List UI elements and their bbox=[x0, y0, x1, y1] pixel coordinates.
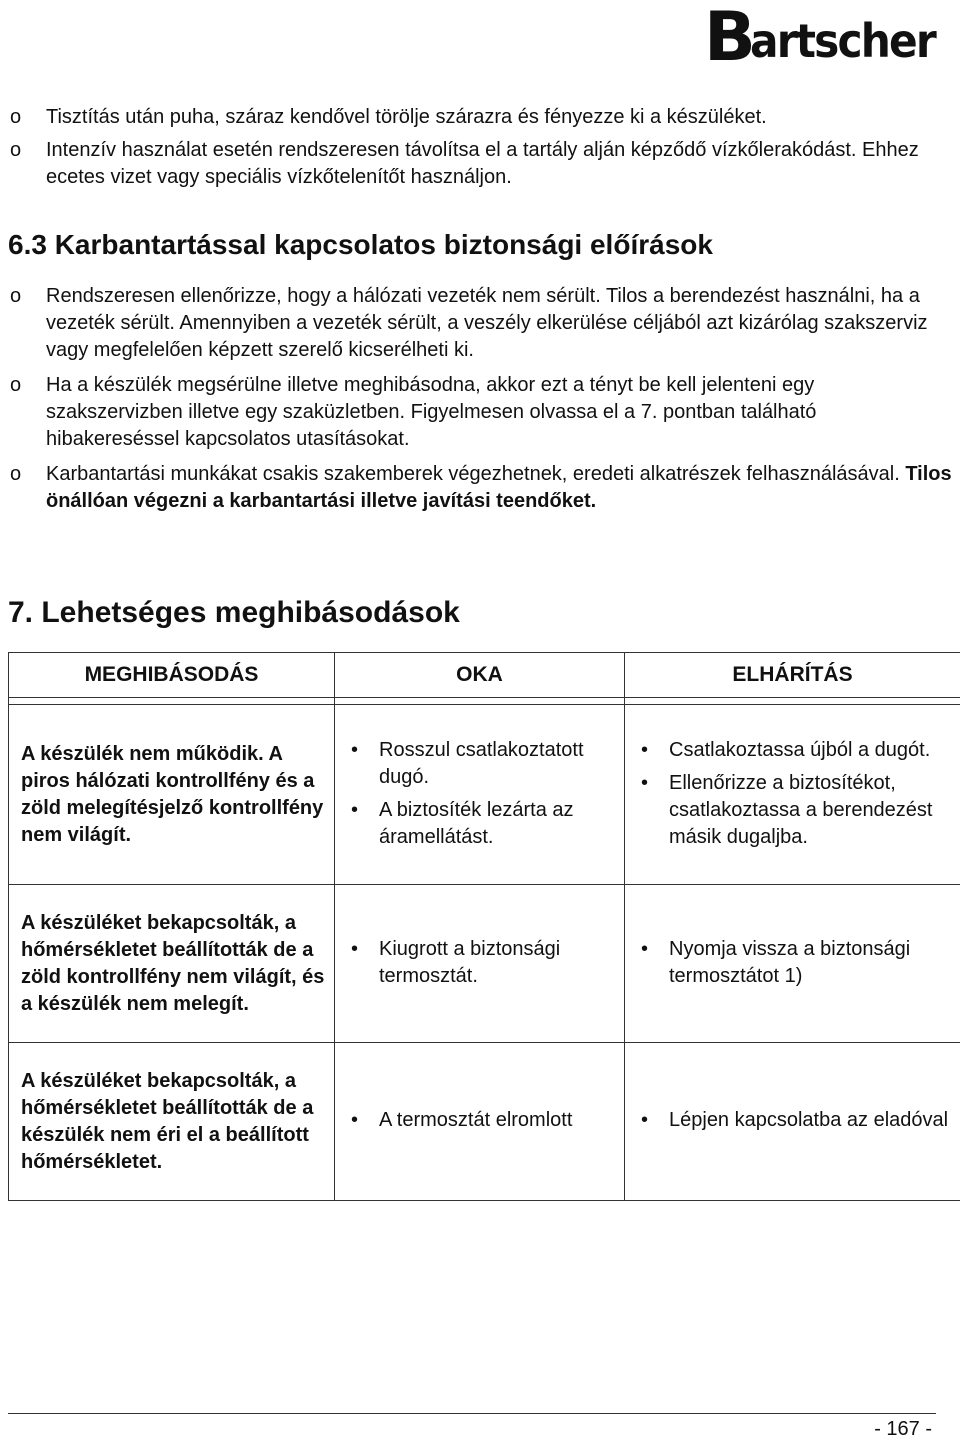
list-item-text: Intenzív használat esetén rendszeresen távolítsa el a tartály alján képződő vízkőlerakódást. Ehhez ecetes vizet vagy speciális vízkőtelenítőt használjon. bbox=[46, 139, 919, 188]
section-heading-7: 7. Lehetséges meghibásodások bbox=[8, 596, 460, 629]
bullet-dot-icon: • bbox=[641, 937, 649, 960]
bullet-dot-icon: • bbox=[351, 937, 359, 960]
table-spacer bbox=[9, 698, 960, 705]
list-item bbox=[8, 461, 952, 515]
fault-cell: A készüléket bekapcsolták, a hőmérsékletet beállították de a készülék nem éri el a beállított hőmérsékletet. bbox=[9, 1043, 335, 1201]
bullet-o-icon: o bbox=[10, 374, 22, 396]
cause-item: • Kiugrott a biztonsági termosztát. bbox=[351, 937, 561, 987]
list-item bbox=[8, 283, 952, 364]
list-item-text: Ha a készülék megsérülne illetve meghibásodna, akkor ezt a tényt be kell jelenteni egy szakszervizben illetve egy szaküzletben. Figyelmesen olvassa el a 7. pontban található hibakereséssel kapcsolatos utasításokat. bbox=[46, 374, 817, 450]
cleaning-instructions-list bbox=[8, 104, 952, 197]
fault-cell: A készülék nem működik. A piros hálózati kontrollfény és a zöld melegítésjelző kontrollfény nem világít. bbox=[9, 705, 335, 885]
remedy-item: • Ellenőrizze a biztosítékot, csatlakoztassa a berendezést másik dugaljba. bbox=[641, 771, 933, 848]
list-item bbox=[8, 137, 952, 191]
page-number: - 167 - bbox=[874, 1418, 932, 1440]
bullet-dot-icon: • bbox=[351, 798, 359, 821]
bullet-dot-icon: • bbox=[641, 738, 649, 761]
bullet-dot-icon: • bbox=[351, 738, 359, 761]
list-item-text: Karbantartási munkákat csakis szakemberek végezhetnek, eredeti alkatrészek felhasználásával. bbox=[46, 463, 906, 485]
list-item-bold-text: Tilos önállóan végezni a karbantartási illetve javítási teendőket. bbox=[46, 463, 952, 512]
safety-rules-list bbox=[8, 283, 952, 523]
logo-wordmark: artscher bbox=[750, 14, 935, 68]
bullet-o-icon: o bbox=[10, 139, 22, 161]
section-heading-6-3: 6.3 Karbantartással kapcsolatos biztonsági előírások bbox=[8, 229, 713, 260]
bullet-dot-icon: • bbox=[641, 1109, 649, 1131]
header-remedy: ELHÁRÍTÁS bbox=[625, 653, 960, 698]
table-row bbox=[9, 885, 960, 1043]
cause-item: • A biztosíték lezárta az áramellátást. bbox=[351, 798, 574, 848]
logo-initial: B bbox=[704, 0, 754, 77]
bullet-o-icon: o bbox=[10, 463, 22, 485]
bullet-dot-icon: • bbox=[641, 771, 649, 794]
fault-cell: A készüléket bekapcsolták, a hőmérsékletet beállították de a zöld kontrollfény nem világít, és a készülék nem melegít. bbox=[9, 885, 335, 1043]
remedy-cell bbox=[625, 885, 960, 1043]
footer-divider bbox=[8, 1413, 936, 1414]
remedy-item: • Csatlakoztassa újból a dugót. bbox=[633, 737, 952, 764]
list-item bbox=[8, 104, 952, 131]
bullet-dot-icon: • bbox=[351, 1109, 359, 1131]
table-row bbox=[9, 705, 960, 885]
remedy-cell bbox=[625, 1043, 960, 1201]
bullet-o-icon: o bbox=[10, 106, 22, 128]
header-cause: OKA bbox=[335, 653, 625, 698]
cause-cell bbox=[335, 1043, 625, 1201]
list-item bbox=[8, 372, 952, 453]
cause-item: • Rosszul csatlakoztatott dugó. bbox=[351, 738, 584, 788]
bartscher-logo bbox=[704, 0, 935, 77]
remedy-cell bbox=[625, 705, 960, 885]
table-header-row bbox=[9, 653, 960, 698]
cause-cell bbox=[335, 705, 625, 885]
header-fault: MEGHIBÁSODÁS bbox=[9, 653, 335, 698]
bullet-o-icon: o bbox=[10, 285, 22, 307]
remedy-item: • Nyomja vissza a biztonsági termosztátot 1) bbox=[641, 937, 911, 987]
table-row bbox=[9, 1043, 960, 1201]
fault-table bbox=[8, 652, 960, 1201]
cause-item: • A termosztát elromlott bbox=[343, 1107, 616, 1134]
remedy-item: • Lépjen kapcsolatba az eladóval bbox=[633, 1107, 952, 1134]
list-item-text: Tisztítás után puha, száraz kendővel törölje szárazra és fényezze ki a készüléket. bbox=[46, 106, 767, 128]
cause-cell bbox=[335, 885, 625, 1043]
list-item-text: Rendszeresen ellenőrizze, hogy a hálózati vezeték nem sérült. Tilos a berendezést használni, ha a vezeték sérült. Amennyiben a vezeték sérült, a veszély elkerülése céljából azt kizárólag szakszerviz vagy megfelelően képzett szerelő kicserélheti ki. bbox=[46, 285, 928, 361]
